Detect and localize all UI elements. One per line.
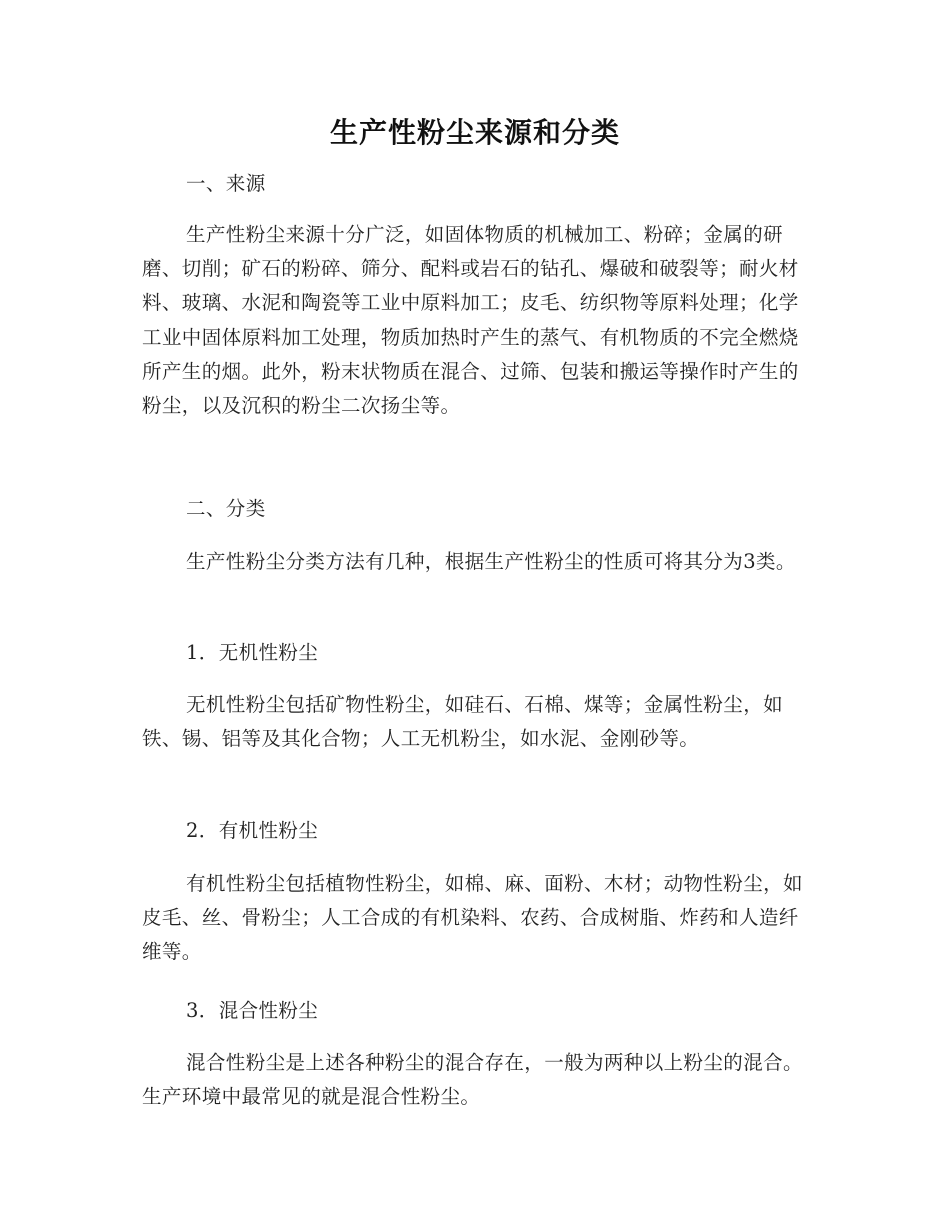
subheading-mixed-dust: 3．混合性粉尘: [186, 999, 319, 1022]
section-heading-classification: 二、分类: [186, 497, 266, 520]
section-heading-source: 一、来源: [186, 172, 266, 195]
paragraph-source: 生产性粉尘来源十分广泛，如固体物质的机械加工、粉碎；金属的研磨、切削；矿石的粉碎、筛分、配料或岩石的钻孔、爆破和破裂等；耐火材料、玻璃、水泥和陶瓷等工业中原料加工；皮毛、纺织物等原料处理；化学工业中固体原料加工处理，物质加热时产生的蒸气、有机物质的不完全燃烧所产生的烟。此外，粉末状物质在混合、过筛、包装和搬运等操作时产生的粉尘，以及沉积的粉尘二次扬尘等。: [142, 223, 799, 418]
paragraph-classification: 生产性粉尘分类方法有几种，根据生产性粉尘的性质可将其分为3类。: [186, 550, 796, 573]
page-title: 生产性粉尘来源和分类: [329, 116, 620, 149]
paragraph-inorganic-dust: 无机性粉尘包括矿物性粉尘，如硅石、石棉、煤等；金属性粉尘，如铁、锡、铝等及其化合物；人工无机粉尘，如水泥、金刚砂等。: [142, 693, 784, 751]
paragraph-organic-dust: 有机性粉尘包括植物性粉尘，如棉、麻、面粉、木材；动物性粉尘，如皮毛、丝、骨粉尘；人工合成的有机染料、农药、合成树脂、炸药和人造纤维等。: [142, 872, 803, 964]
subheading-organic-dust: 2．有机性粉尘: [186, 819, 319, 842]
paragraph-mixed-dust: 混合性粉尘是上述各种粉尘的混合存在，一般为两种以上粉尘的混合。生产环境中最常见的就是混合性粉尘。: [142, 1051, 803, 1109]
subheading-inorganic-dust: 1．无机性粉尘: [186, 641, 319, 664]
